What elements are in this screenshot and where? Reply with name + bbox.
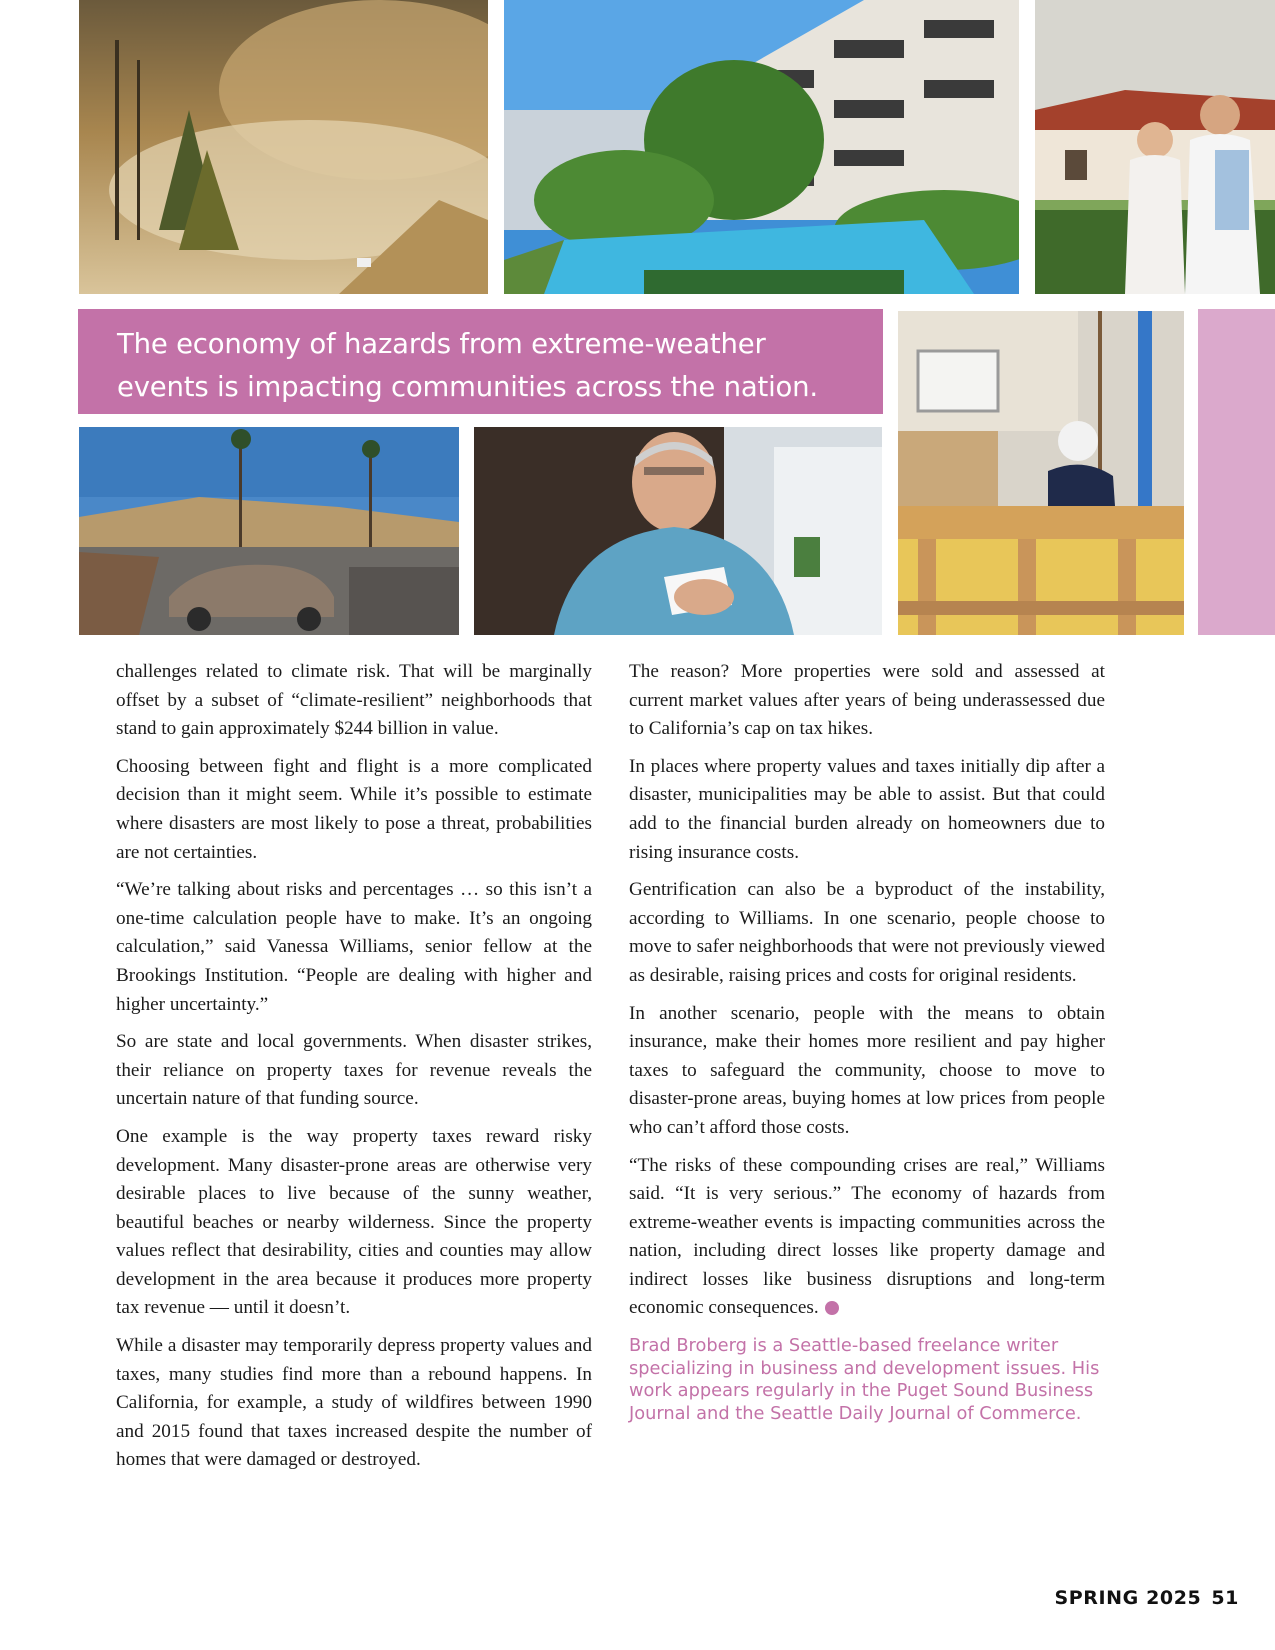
article-column-right — [629, 658, 1105, 1425]
paragraph-final-text: “The risks of these compounding crises are real,” Williams said. “It is very serious.” The economy of hazards from extreme-weather events is impacting communities across the nation, including direct losses like property damage and indirect losses like business disruptions and long-term economic consequences. — [629, 1154, 1105, 1319]
paragraph: One example is the way property taxes reward risky development. Many disaster-prone areas are otherwise very desirable places to live because of the sunny weather, beautiful beaches or nearby wilderness. Since the property values reflect that desirability, cities and counties may allow development in the area because it produces more property tax revenue — until it doesn’t. — [116, 1125, 592, 1319]
paragraph: “We’re talking about risks and percentages … so this isn’t a one-time calculation people have to make. It’s an ongoing calculation,” said Vanessa Williams, senior fellow at the Brookings Institution. “People are dealing with higher and higher uncertainty.” — [116, 879, 592, 1015]
paragraph-final — [629, 1152, 1105, 1324]
page-folio — [1054, 1587, 1239, 1609]
photo-construction-worker — [898, 311, 1184, 635]
photo-couple-with-keys — [1035, 0, 1275, 294]
photo-worried-man-reading-bill — [474, 427, 882, 635]
paragraph: The reason? More properties were sold and assessed at current market values after years of being underassessed due to California’s cap on tax hikes. — [629, 661, 1105, 740]
photo-wildfire — [79, 0, 488, 294]
author-bio: Brad Broberg is a Seattle-based freelance writer specializing in business and development issues. His work appears regularly in the Puget Sound Business Journal and the Seattle Daily Journal of Commerce. — [629, 1335, 1100, 1424]
paragraph: In places where property values and taxes initially dip after a disaster, municipalities may be able to assist. But that could add to the financial burden already on homeowners due to rising insurance costs. — [629, 755, 1105, 863]
paragraph: So are state and local governments. When disaster strikes, their reliance on property taxes for revenue reveals the uncertain nature of that funding source. — [116, 1031, 592, 1110]
paragraph: In another scenario, people with the means to obtain insurance, make their homes more resilient and pay higher taxes to safeguard the community, choose to move to disaster-prone areas, buying homes at low prices from people who can’t afford those costs. — [629, 1002, 1105, 1138]
paragraph: Choosing between fight and flight is a more complicated decision than it might seem. While it’s possible to estimate where disasters are most likely to pose a threat, probabilities are not certainties. — [116, 755, 592, 863]
issue-label: SPRING 2025 — [1054, 1587, 1202, 1609]
photo-burned-car-aftermath — [79, 427, 459, 635]
decorative-pink-bar — [1198, 309, 1275, 635]
end-of-article-dot-icon — [825, 1301, 839, 1315]
paragraph: While a disaster may temporarily depress property values and taxes, many studies find more than a rebound happens. In California, for example, a study of wildfires between 1990 and 2015 found that taxes increased despite the number of homes that were damaged or destroyed. — [116, 1335, 592, 1471]
photo-apartment-pool — [504, 0, 1019, 294]
paragraph: challenges related to climate risk. That will be marginally offset by a subset of “climate-resilient” neighborhoods that stand to gain approximately $244 billion in value. — [116, 661, 592, 740]
pull-quote-text: The economy of hazards from extreme-weather events is impacting communities across the nation. — [117, 328, 818, 403]
page-number: 51 — [1211, 1587, 1239, 1609]
paragraph: Gentrification can also be a byproduct of the instability, according to Williams. In one scenario, people choose to move to safer neighborhoods that were not previously viewed as desirable, raising prices and costs for original residents. — [629, 879, 1105, 986]
pull-quote-banner — [78, 309, 883, 414]
article-column-left — [116, 658, 592, 1484]
